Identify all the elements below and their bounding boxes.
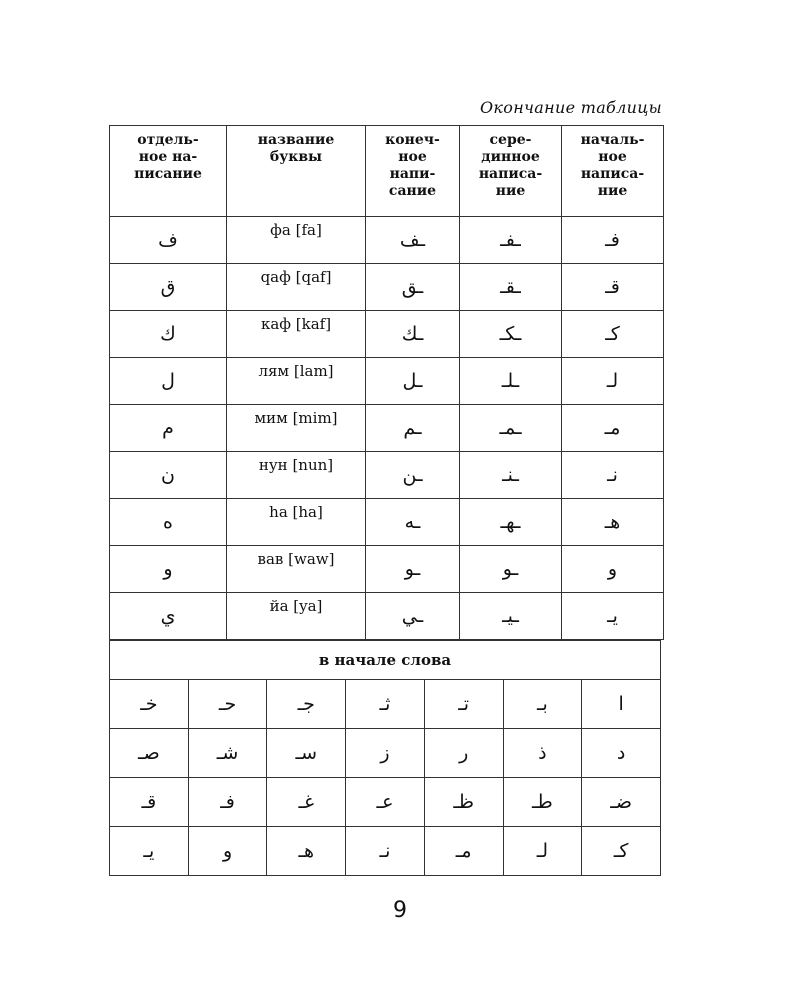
isolated-form: ك: [160, 323, 176, 345]
letter-name: мим [mim]: [254, 409, 338, 427]
initial-letter-form: و: [222, 840, 233, 862]
medial-form-cell: [460, 405, 562, 452]
initial-forms-row: [110, 778, 661, 827]
initial-form-cell: [188, 827, 267, 876]
initial-letter-form: ز: [380, 742, 390, 764]
final-form: ـف: [399, 229, 426, 251]
letter-name-cell: [227, 452, 366, 499]
final-form: ـل: [402, 370, 423, 392]
letter-name: каф [kaf]: [260, 315, 332, 333]
initial-letter-form: مـ: [455, 840, 472, 862]
initial-form: مـ: [604, 417, 621, 439]
initial-form-cell: [562, 499, 664, 546]
initial-letter-form: قـ: [141, 791, 157, 813]
initial-letter-form: بـ: [536, 693, 548, 715]
initial-form: لـ: [606, 370, 619, 392]
initial-form-cell: [424, 680, 503, 729]
initial-form-cell: [110, 827, 189, 876]
isolated-form-cell: [110, 311, 227, 358]
initial-letter-form: فـ: [220, 791, 235, 813]
initial-form-cell: [110, 778, 189, 827]
letter-row: [110, 499, 664, 546]
initial-form-cell: [346, 827, 425, 876]
initial-form-cell: [503, 729, 582, 778]
final-form: ـك: [401, 323, 424, 345]
initial-form-cell: [188, 680, 267, 729]
final-form: ـن: [402, 464, 423, 486]
initial-letter-form: ثـ: [379, 693, 391, 715]
initial-form: نـ: [607, 464, 618, 486]
initial-letter-form: حـ: [218, 693, 237, 715]
initial-form-cell: [562, 217, 664, 264]
initial-form-cell: [424, 827, 503, 876]
isolated-form: ل: [161, 370, 175, 392]
initial-form: يـ: [607, 605, 618, 627]
letter-name-cell: [227, 358, 366, 405]
initial-form-cell: [562, 546, 664, 593]
medial-form-cell: [460, 593, 562, 640]
initial-letter-form: هـ: [298, 840, 315, 862]
initial-form-cell: [562, 358, 664, 405]
initial-form: فـ: [605, 229, 620, 251]
medial-form-cell: [460, 311, 562, 358]
medial-form: ـفـ: [500, 229, 521, 251]
medial-form: ـقـ: [500, 276, 521, 298]
initial-form-cell: [267, 827, 346, 876]
final-form: ـق: [401, 276, 424, 298]
medial-form-cell: [460, 546, 562, 593]
letter-name-cell: [227, 217, 366, 264]
initial-letter-form: ر: [459, 742, 469, 764]
isolated-form: ه: [163, 511, 173, 533]
initial-forms-row: [110, 680, 661, 729]
isolated-form-cell: [110, 405, 227, 452]
initial-forms-row: [110, 729, 661, 778]
initial-letter-form: خـ: [140, 693, 158, 715]
initial-form-cell: [562, 311, 664, 358]
medial-form-cell: [460, 499, 562, 546]
letter-name: ha [ha]: [269, 503, 323, 521]
initial-form-cell: [503, 827, 582, 876]
initial-form-cell: [346, 729, 425, 778]
initial-letter-form: تـ: [458, 693, 470, 715]
initial-letter-form: عـ: [376, 791, 394, 813]
letter-name: нун [nun]: [258, 456, 334, 474]
initial-letter-form: جـ: [297, 693, 315, 715]
initial-letter-form: ظـ: [453, 791, 475, 813]
letter-name: лям [lam]: [258, 362, 334, 380]
isolated-form-cell: [110, 217, 227, 264]
medial-form: ـلـ: [501, 370, 520, 392]
initial-letter-form: طـ: [532, 791, 553, 813]
letter-name-cell: [227, 264, 366, 311]
initial-form-cell: [346, 680, 425, 729]
final-form: ـي: [401, 605, 424, 627]
initial-letter-form: صـ: [138, 742, 160, 764]
letter-row: [110, 358, 664, 405]
initial-form-cell: [503, 778, 582, 827]
isolated-form: ق: [160, 276, 176, 298]
final-form-cell: [366, 217, 460, 264]
initial-letter-form: ا: [618, 693, 624, 715]
letter-name-cell: [227, 546, 366, 593]
initial-form-cell: [424, 778, 503, 827]
initial-form-cell: [267, 778, 346, 827]
page-number: 9: [393, 898, 407, 923]
initial-letter-form: سـ: [295, 742, 317, 764]
final-form: ـه: [404, 511, 421, 533]
medial-form-cell: [460, 217, 562, 264]
letter-name: qаф [qaf]: [260, 268, 332, 286]
medial-form: ـهـ: [500, 511, 521, 533]
initial-form-cell: [267, 680, 346, 729]
isolated-form: ن: [161, 464, 175, 486]
letter-row: [110, 546, 664, 593]
initial-letter-form: لـ: [536, 840, 549, 862]
letter-name: фа [fa]: [270, 221, 322, 239]
header-final: конеч- ное напи- сание: [366, 126, 460, 217]
final-form-cell: [366, 499, 460, 546]
letter-name-cell: [227, 405, 366, 452]
letter-name-cell: [227, 593, 366, 640]
letter-row: [110, 217, 664, 264]
isolated-form: ي: [160, 605, 176, 627]
final-form: ـو: [404, 558, 421, 580]
isolated-form-cell: [110, 264, 227, 311]
letter-forms-table: [109, 125, 664, 640]
isolated-form: ف: [158, 229, 178, 251]
letter-row: [110, 452, 664, 499]
isolated-form-cell: [110, 358, 227, 405]
isolated-form-cell: [110, 499, 227, 546]
final-form-cell: [366, 452, 460, 499]
initial-letter-form: غـ: [298, 791, 315, 813]
medial-form: ـكـ: [499, 323, 522, 345]
letter-name-cell: [227, 311, 366, 358]
initial-form-cell: [188, 778, 267, 827]
medial-form: ـمـ: [499, 417, 522, 439]
initial-form-cell: [562, 405, 664, 452]
final-form-cell: [366, 264, 460, 311]
final-form-cell: [366, 311, 460, 358]
table-continuation-caption: Окончание таблицы: [480, 98, 662, 117]
header-medial: сере- динное написа- ние: [460, 126, 562, 217]
initial-letter-form: نـ: [379, 840, 391, 862]
initial-letter-form: يـ: [143, 840, 155, 862]
initial-letter-form: ضـ: [610, 791, 632, 813]
initial-forms-title: в начале слова: [110, 641, 661, 680]
initial-letter-form: شـ: [216, 742, 239, 764]
initial-form-cell: [582, 680, 661, 729]
initial-letter-form: د: [616, 742, 626, 764]
initial-form-cell: [562, 452, 664, 499]
medial-form: ـيـ: [502, 605, 519, 627]
initial-form-cell: [110, 729, 189, 778]
medial-form-cell: [460, 452, 562, 499]
letter-row: [110, 264, 664, 311]
initial-form-cell: [562, 593, 664, 640]
initial-form: كـ: [605, 323, 620, 345]
initial-form-cell: [110, 680, 189, 729]
final-form-cell: [366, 405, 460, 452]
initial-forms-table: [109, 640, 661, 876]
initial-form-cell: [582, 729, 661, 778]
initial-letter-form: كـ: [613, 840, 629, 862]
medial-form: ـو: [502, 558, 519, 580]
final-form-cell: [366, 546, 460, 593]
initial-form: قـ: [605, 276, 620, 298]
header-initial: началь- ное написа- ние: [562, 126, 664, 217]
letter-name: йа [ya]: [269, 597, 323, 615]
initial-form-cell: [267, 729, 346, 778]
letter-forms-header-row: [110, 126, 664, 217]
letter-row: [110, 311, 664, 358]
final-form-cell: [366, 358, 460, 405]
initial-form-cell: [562, 264, 664, 311]
initial-letter-form: ذ: [538, 742, 547, 764]
initial-form-cell: [188, 729, 267, 778]
initial-form-cell: [582, 827, 661, 876]
letter-name-cell: [227, 499, 366, 546]
medial-form-cell: [460, 264, 562, 311]
isolated-form-cell: [110, 593, 227, 640]
initial-form-cell: [424, 729, 503, 778]
header-letter-name: название буквы: [227, 126, 366, 217]
initial-form: و: [607, 558, 618, 580]
initial-form-cell: [503, 680, 582, 729]
medial-form: ـنـ: [502, 464, 519, 486]
letter-name: вав [waw]: [257, 550, 335, 568]
initial-form: هـ: [604, 511, 621, 533]
initial-forms-row: [110, 827, 661, 876]
isolated-form: م: [162, 417, 174, 439]
isolated-form: و: [163, 558, 173, 580]
letter-row: [110, 593, 664, 640]
final-form: ـم: [403, 417, 422, 439]
isolated-form-cell: [110, 546, 227, 593]
medial-form-cell: [460, 358, 562, 405]
initial-form-cell: [582, 778, 661, 827]
final-form-cell: [366, 593, 460, 640]
initial-form-cell: [346, 778, 425, 827]
isolated-form-cell: [110, 452, 227, 499]
letter-row: [110, 405, 664, 452]
header-isolated: отдель- ное на- писание: [110, 126, 227, 217]
